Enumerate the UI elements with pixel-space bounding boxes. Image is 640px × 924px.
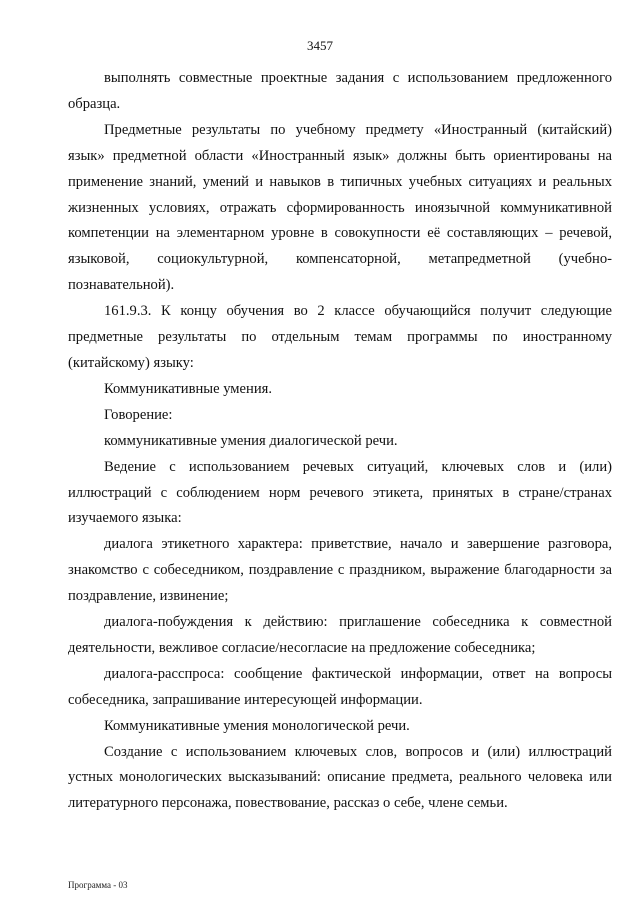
paragraph: диалога этикетного характера: приветствие, начало и завершение разговора, знакомство с собеседником, поздравление с праздником, выражение благодарности за поздравление, извинение; — [68, 536, 612, 605]
paragraph: диалога-побуждения к действию: приглашение собеседника к совместной деятельности, вежливое согласие/несогласие на предложение собеседника; — [68, 614, 612, 656]
paragraph: Коммуникативные умения. — [104, 380, 272, 397]
document-body — [68, 66, 612, 817]
paragraph: 161.9.3. К концу обучения во 2 классе обучающийся получит следующие предметные результаты по отдельным темам программы по иностранному (китайскому) языку: — [68, 303, 612, 371]
paragraph: Создание с использованием ключевых слов, вопросов и (или) иллюстраций устных монологических высказываний: описание предмета, реального человека или литературного персонажа, повествование, рассказ о себе, члене семьи. — [68, 743, 612, 812]
paragraph: Говорение: — [104, 406, 173, 423]
paragraph: Коммуникативные умения монологической речи. — [104, 717, 410, 734]
paragraph: Ведение с использованием речевых ситуаций, ключевых слов и (или) иллюстраций с соблюдением норм речевого этикета, принятых в стране/странах изучаемого языка: — [68, 458, 612, 527]
paragraph: коммуникативные умения диалогической речи. — [104, 432, 398, 449]
paragraph: диалога-расспроса: сообщение фактической информации, ответ на вопросы собеседника, запрашивание интересующей информации. — [68, 665, 612, 708]
footer-label: Программа - 03 — [68, 880, 128, 890]
page-number: 3457 — [307, 38, 333, 53]
paragraph: выполнять совместные проектные задания с использованием предложенного образца. — [68, 70, 612, 112]
paragraph: Предметные результаты по учебному предмету «Иностранный (китайский) язык» предметной области «Иностранный язык» должны быть ориентированы на применение знаний, умений и навыков в типичных учебных ситуациях и реальных жизненных условиях, отражать сформированность иноязычной коммуникативной компетенции на элементарном уровне в совокупности её составляющих – речевой, языковой, социокультурной, компенсаторной, метапредметной (учебно-познавательной). — [68, 121, 612, 294]
